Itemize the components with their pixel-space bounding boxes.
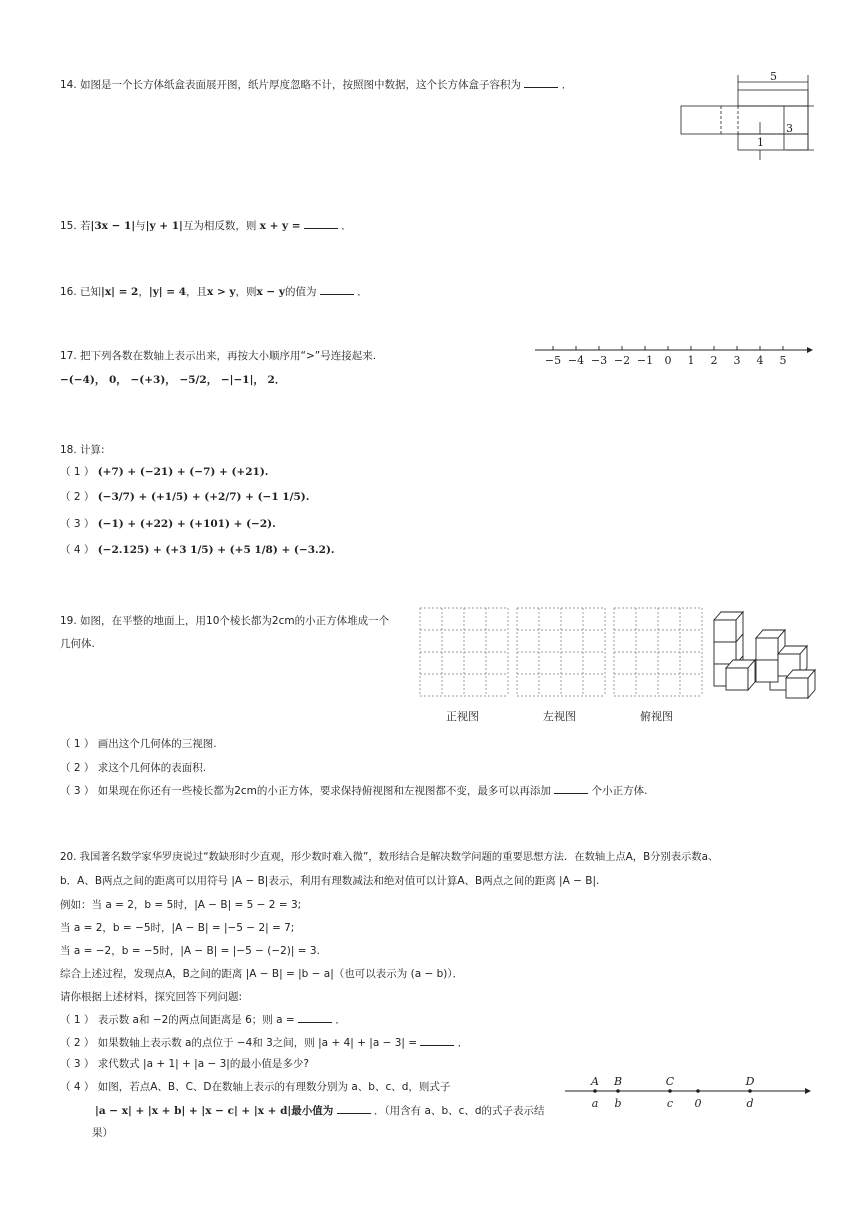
q19-line1: 19. 如图，在平整的地面上，用10个棱长都为2cm的小正方体堆成一个 xyxy=(60,615,390,627)
q15-text: 15. 若|3x − 1|与|y + 1|互为相反数，则 x + y = ． xyxy=(60,220,352,232)
point-value-label: d xyxy=(746,1097,754,1110)
q16-text: 16. 已知|x| = 2，|y| = 4，且x > y，则x − y的值为 ． xyxy=(60,286,368,298)
tick-label: 1 xyxy=(687,354,695,367)
q17-numbers: −(−4)， 0， −(+3)， −5/2， −|−1|， 2． xyxy=(60,374,286,386)
q20-line-7: 请你根据上述材料，探究回答下列问题: xyxy=(60,991,243,1003)
q18-item-1: （ 1 ） (+7) + (−21) + (−7) + (+21). xyxy=(60,466,269,478)
q20-line-4: 当 a = 2，b = −5时，|A − B| = |−5 − 2| = 7; xyxy=(60,922,295,934)
q17-text: 17. 把下列各数在数轴上表示出来，再按大小顺序用“>”号连接起来. xyxy=(60,350,377,362)
q14-dim-3: 3 xyxy=(786,122,793,135)
tick-label: 2 xyxy=(710,354,718,367)
three-view-grids xyxy=(420,606,710,726)
q14-answer-blank[interactable] xyxy=(524,77,558,88)
q20-item-3: （ 3 ） 求代数式 |a + 1| + |a − 3|的最小值是多少? xyxy=(60,1058,309,1070)
tick-label: −5 xyxy=(544,354,562,367)
top-view-caption: 俯视图 xyxy=(640,710,673,723)
q20-line-5: 当 a = −2，b = −5时，|A − B| = |−5 − (−2)| = 3. xyxy=(60,945,320,957)
point-mark xyxy=(593,1089,597,1093)
q20-line-3: 例如：当 a = 2，b = 5时，|A − B| = 5 − 2 = 3; xyxy=(60,899,302,911)
q15-answer-blank[interactable] xyxy=(304,218,338,229)
q20-line-6: 综合上述过程，发现点A，B之间的距离 |A − B| = |b − a|（也可以表示为 (a − b)）． xyxy=(60,968,464,980)
front-view-caption: 正视图 xyxy=(446,710,479,723)
q20-line-1: 20. 我国著名数学家华罗庚说过“数缺形时少直观，形少数时难入微”，数形结合是解决数学问题的重要思想方法．在数轴上点A，B分别表示数a、 xyxy=(60,851,719,863)
q18-item-2: （ 2 ） (−3/7) + (+1/5) + (+2/7) + (−1 1/5). xyxy=(60,491,310,503)
q18-title: 18. 计算: xyxy=(60,444,105,456)
tick-label: 5 xyxy=(779,354,787,367)
tick-label: 0 xyxy=(664,354,672,367)
q20-item-1: （ 1 ） 表示数 a和 −2的两点间距离是 6；则 a = ． xyxy=(60,1014,346,1026)
q16-answer-blank[interactable] xyxy=(320,284,354,295)
q20-2-answer-blank[interactable] xyxy=(420,1035,454,1046)
point-value-label: a xyxy=(591,1097,599,1110)
tick-label: 3 xyxy=(733,354,741,367)
q17-number-line xyxy=(535,340,815,370)
q14-dim-5: 5 xyxy=(770,70,777,83)
left-view-caption: 左视图 xyxy=(543,710,576,723)
q19-item-1: （ 1 ） 画出这个几何体的三视图. xyxy=(60,738,217,750)
tick-label: −4 xyxy=(567,354,585,367)
point-mark xyxy=(696,1089,700,1093)
point-name-label: B xyxy=(613,1075,623,1088)
q20-item-2: （ 2 ） 如果数轴上表示数 a的点位于 −4和 3之间，则 |a + 4| + |a − 3| = ． xyxy=(60,1037,469,1049)
point-mark xyxy=(748,1089,752,1093)
point-name-label: C xyxy=(665,1075,675,1088)
q19-answer-blank[interactable] xyxy=(554,783,588,794)
q20-item-4-line3: 果） xyxy=(92,1127,113,1139)
q14-dim-1: 1 xyxy=(757,136,764,149)
point-value-label: b xyxy=(614,1097,622,1110)
top-view-grid[interactable] xyxy=(614,608,702,696)
q20-line-2: b．A、B两点之间的距离可以用符号 |A − B|表示，利用有理数减法和绝对值可以计算A、B两点之间的距离 |A − B|. xyxy=(60,875,600,887)
q20-item-4-line2: |a − x| + |x + b| + |x − c| + |x + d|最小值为 ．（用含有 a、b、c、d的式子表示结 xyxy=(95,1105,545,1117)
box-net-figure xyxy=(676,70,816,165)
point-mark xyxy=(616,1089,620,1093)
point-name-label: A xyxy=(591,1075,599,1088)
q20-item-4: （ 4 ） 如图，若点A、B、C、D在数轴上表示的有理数分别为 a、b、c、d，则式子 xyxy=(60,1081,451,1093)
q20-1-answer-blank[interactable] xyxy=(298,1012,332,1023)
tick-label: −2 xyxy=(613,354,631,367)
q18-item-3: （ 3 ） (−1) + (+22) + (+101) + (−2). xyxy=(60,518,276,530)
point-name-label: D xyxy=(745,1075,755,1088)
q19-item-2: （ 2 ） 求这个几何体的表面积. xyxy=(60,762,207,774)
tick-label: −1 xyxy=(636,354,654,367)
q19-item-3: （ 3 ） 如果现在你还有一些棱长都为2cm的小正方体，要求保持俯视图和左视图都不变，最多可以再添加 个小正方体. xyxy=(60,785,648,797)
q19-line2: 几何体. xyxy=(60,638,95,650)
point-value-label: 0 xyxy=(694,1097,702,1110)
front-view-grid[interactable] xyxy=(420,608,508,696)
q18-item-4: （ 4 ） (−2.125) + (+3 1/5) + (+5 1/8) + (−3.2). xyxy=(60,544,335,556)
tick-label: −3 xyxy=(590,354,608,367)
q14-text: 14. 如图是一个长方体纸盒表面展开图，纸片厚度忽略不计，按照图中数据，这个长方体盒子容积为 ． xyxy=(60,79,573,91)
left-view-grid[interactable] xyxy=(517,608,605,696)
point-value-label: c xyxy=(666,1097,674,1110)
point-mark xyxy=(668,1089,672,1093)
q20-number-line xyxy=(565,1074,815,1112)
tick-label: 4 xyxy=(756,354,764,367)
q20-4-answer-blank[interactable] xyxy=(337,1103,371,1114)
cube-stack-figure xyxy=(712,606,817,701)
